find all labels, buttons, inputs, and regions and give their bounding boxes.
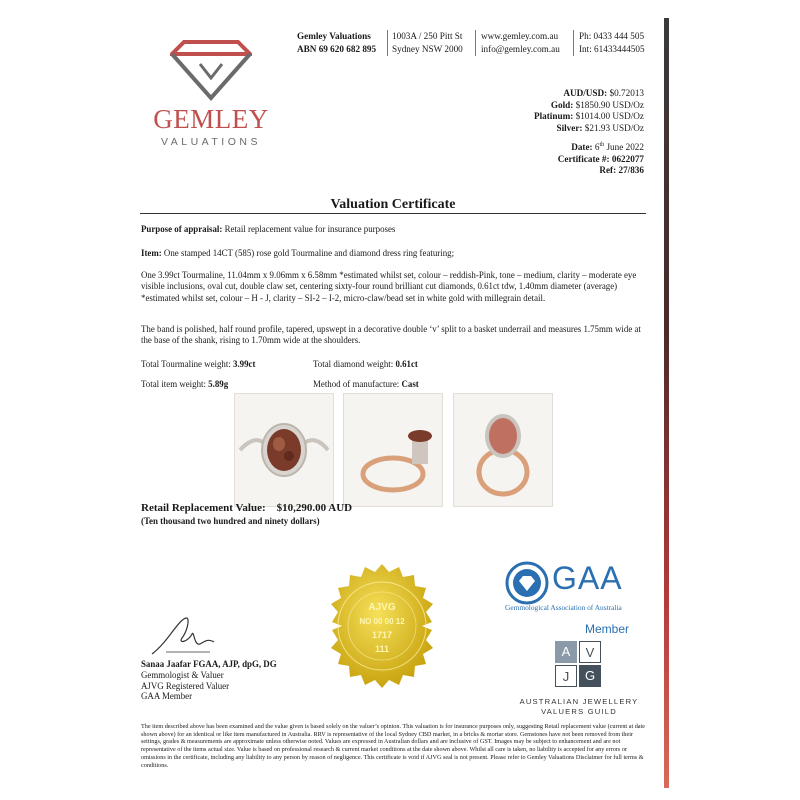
total-tourmaline: Total Tourmaline weight: 3.99ct: [141, 359, 256, 369]
gaa-member-label: Member: [585, 622, 630, 636]
ajvg-letter: V: [579, 641, 601, 663]
gaa-emblem-icon: [505, 561, 549, 605]
total-diamond: Total diamond weight: 0.61ct: [313, 359, 418, 369]
signature-icon: [148, 612, 218, 660]
rate-row: Silver: $21.93 USD/Oz: [556, 122, 644, 133]
decorative-side-bar: [664, 18, 669, 788]
ajvg-name: AUSTRALIAN JEWELLERY VALUERS GUILD: [519, 697, 639, 716]
gaa-abbr: GAA: [552, 560, 623, 596]
website-link[interactable]: www.gemley.com.au: [481, 31, 559, 41]
manufacture-method: Method of manufacture: Cast: [313, 379, 419, 389]
company-abn: ABN 69 620 682 895: [297, 44, 377, 54]
seal-line: AJVG: [368, 602, 396, 613]
ajvg-seal-icon: [318, 562, 446, 690]
header-divider: [573, 30, 574, 56]
page-title: Valuation Certificate: [330, 197, 456, 212]
total-item-weight: Total item weight: 5.89g: [141, 379, 229, 389]
seal-line: NO 00 00 12: [359, 617, 405, 626]
ring-side-view-icon: [344, 394, 442, 506]
item-line: Item: One stamped 14CT (585) rose gold Tourmaline and diamond dress ring featuring;: [141, 248, 455, 258]
cert-ref: Ref: 27/836: [599, 165, 644, 176]
ring-photo-front: [453, 393, 553, 507]
seal-line: 1717: [371, 630, 393, 640]
certificate-info: [558, 140, 644, 177]
header-web: [481, 30, 560, 56]
brand-subtitle: VALUATIONS: [161, 136, 261, 148]
brand-name: GEMLEY: [153, 104, 269, 134]
retail-value-words: (Ten thousand two hundred and ninety dollars): [141, 516, 320, 526]
header-divider: [475, 30, 476, 56]
signatory-block: [141, 659, 277, 702]
ring-top-view-icon: [235, 394, 333, 506]
ajvg-letter: J: [555, 665, 577, 687]
phone-number: Ph: 0433 444 505: [579, 31, 645, 41]
cert-number: Certificate #: 0622077: [557, 153, 644, 164]
address-line-1: 1003A / 250 Pitt St: [392, 31, 463, 41]
purpose-line: Purpose of appraisal: Retail replacement value for insurance purposes: [141, 224, 396, 234]
rate-row: Platinum: $1014.00 USD/Oz: [533, 111, 644, 121]
ajvg-logo: [555, 641, 601, 687]
ring-photo-top: [234, 393, 334, 507]
header-divider: [387, 30, 388, 56]
rate-row: AUD/USD: $0.72013: [563, 88, 644, 98]
rate-row: Gold: $1850.90 USD/Oz: [550, 99, 644, 110]
header-company: [297, 30, 376, 56]
signatory-role: GAA Member: [141, 691, 193, 702]
email-link[interactable]: info@gemley.com.au: [481, 44, 560, 54]
ajvg-letter: A: [555, 641, 577, 663]
signatory-role: Gemmologist & Valuer: [141, 669, 224, 680]
retail-value: Retail Replacement Value: $10,290.00 AUD: [141, 502, 353, 514]
gem-logo-icon: [170, 40, 252, 102]
company-name: Gemley Valuations: [297, 31, 371, 41]
signatory-role: AJVG Registered Valuer: [141, 680, 230, 691]
item-description: One 3.99ct Tourmaline, 11.04mm x 9.06mm x 6.58mm *estimated whilst set, colour – reddish-Pink, tone – medium, clarity – moderate eye visible inclusions, oval cut, double claw set, centering sixty-four round brilliant cut diamonds, 0.61ct tdw, 1.40mm diameter (average) *estimated whilst set, colour – H - J, clarity – SI-2 – I-2, micro-claw/bead set in white gold with millegrain detail.: [141, 270, 637, 303]
ring-photo-side: [343, 393, 443, 507]
address-line-2: Sydney NSW 2000: [392, 44, 463, 54]
cert-date: Date: 6th June 2022: [571, 142, 644, 153]
gaa-full-name: Gemmological Association of Australia: [505, 603, 622, 612]
band-description: The band is polished, half round profile, tapered, upswept in a decorative double ‘v’ split to a basket underrail and measures 1.75mm wide at the base of the shank, rising to 1.70mm wide at the shoulders.: [141, 324, 641, 346]
seal-line: 111: [374, 644, 390, 654]
signatory-name: Sanaa Jaafar FGAA, AJP, dpG, DG: [141, 659, 277, 669]
intl-number: Int: 61433444505: [579, 44, 645, 54]
ajvg-letter: G: [579, 665, 601, 687]
metal-rates: [534, 88, 644, 134]
ring-front-view-icon: [454, 394, 552, 506]
header-phone: [579, 30, 645, 56]
disclaimer-text: The item described above has been examined and the value given is based solely on the valuer’s opinion. This valuation is for insurance purposes only, suggesting Retail replacement value (current at date shown above) for an identical or like item manufactured in Australia. RRV is representative of the local Sydney CBD market, in a bricks & mortar store. Gemstones have not been removed from their settings, grades & measurements are approximate unless otherwise noted. Values are expressed in Australian dollars and are inclusive of GST. Images may be subject to enhancement and are not representative of the items actual size. Value is based on professional research & current market conditions at the date shown above. Whilst all care is taken, no liability is accepted for any errors or omissions in the certificate, including any liability to any person by reason of negligence. This certificate is void if AJVG seal is not present. Please refer to Gemley Valuations Disclaimer for full terms & conditions.: [141, 723, 646, 769]
title-rule: [140, 213, 646, 214]
header-address: [392, 30, 463, 56]
